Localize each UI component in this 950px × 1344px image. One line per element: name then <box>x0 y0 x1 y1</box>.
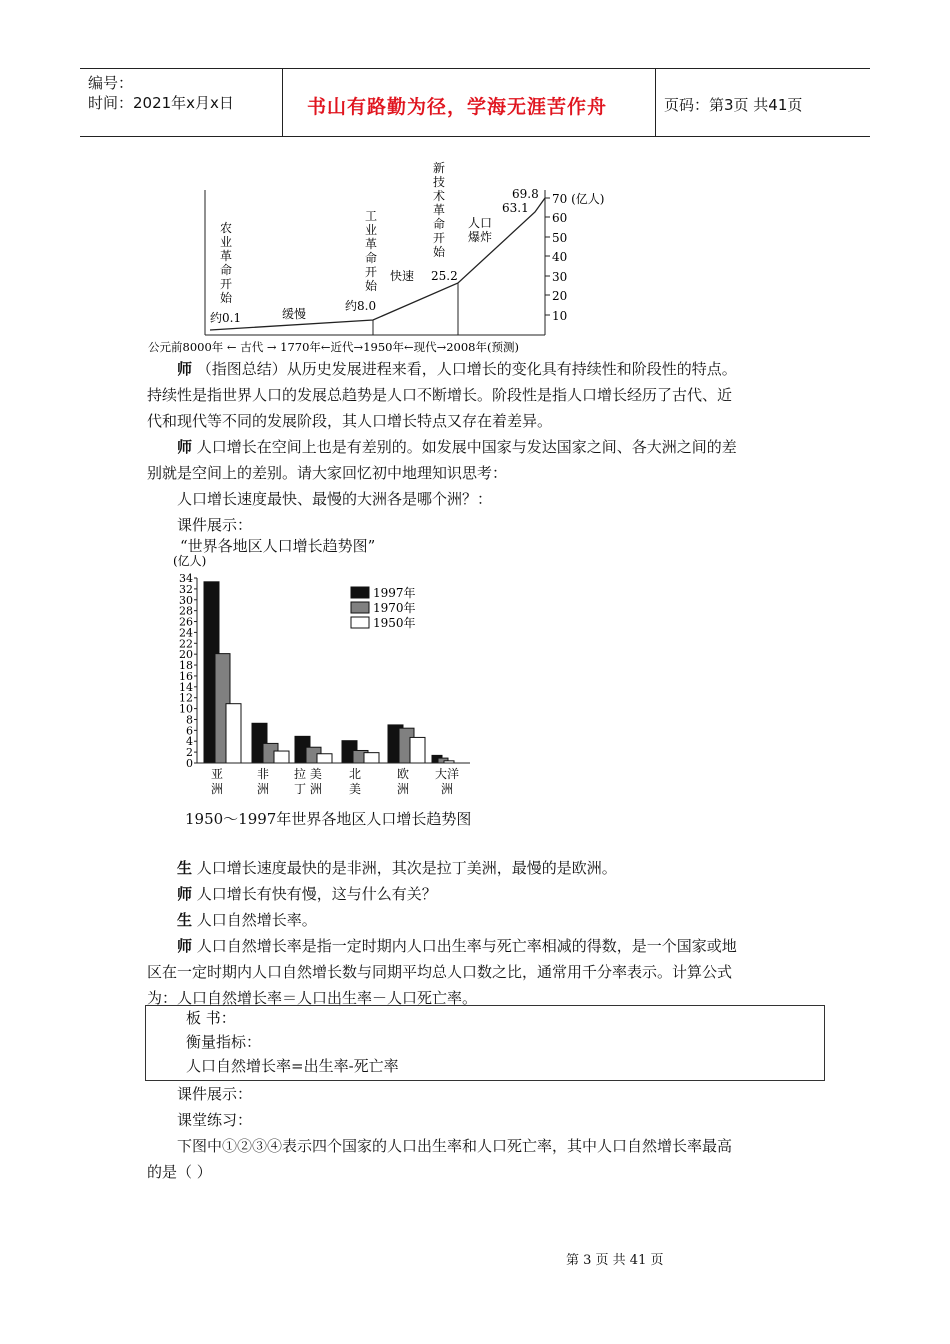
fig1-slow-label: 缓慢 <box>282 307 307 321</box>
svg-text:技: 技 <box>433 175 446 189</box>
board-line: 衡量指标： <box>186 1033 262 1051</box>
fig2-xlabel: 洲 <box>211 782 224 796</box>
header-divider-1 <box>282 68 283 136</box>
svg-text:命: 命 <box>220 263 233 277</box>
fig1-value-label: 25.2 <box>431 269 458 283</box>
bar-1950年-北美 <box>364 753 379 763</box>
fig2-ytick-label: 22 <box>179 637 193 651</box>
paragraph-text: 人口增长在空间上也是有差别的。如发展中国家与发达国家之间、各大洲之间的差 <box>196 438 737 456</box>
fig2-ytick-label: 20 <box>179 648 193 662</box>
svg-text:始: 始 <box>365 279 378 293</box>
svg-text:革: 革 <box>433 203 446 217</box>
fig2-xlabel: 洲 <box>441 782 454 796</box>
courseware-label: 课件展示： <box>177 516 253 534</box>
speaker-teacher: 师 <box>177 438 193 456</box>
fig2-xlabel: 丁 洲 <box>294 782 322 796</box>
region-bar-chart <box>165 550 485 800</box>
fig2-ytick-label: 12 <box>179 691 193 705</box>
svg-text:业: 业 <box>220 235 233 249</box>
exercise-label: 课堂练习： <box>177 1111 253 1129</box>
fig2-bars <box>204 582 454 763</box>
fig2-ytick-label: 24 <box>179 626 193 640</box>
fig2-caption: 1950～1997年世界各地区人口增长趋势图 <box>185 810 472 828</box>
fig1-timeline-label: 公元前8000年 ← 古代 → 1770年←近代→1950年←现代→2008年(预测) <box>148 340 519 354</box>
fig2-legend <box>351 585 416 630</box>
fig2-ytick-label: 18 <box>179 659 193 673</box>
speaker-teacher: 师 <box>177 885 193 903</box>
header-divider-2 <box>655 68 656 136</box>
svg-text:业: 业 <box>365 223 378 237</box>
fig1-ytick: 10 <box>552 309 568 323</box>
page-footer: 第 3 页 共 41 页 <box>566 1253 664 1268</box>
bar-1950年-非洲 <box>274 751 289 763</box>
legend-label: 1970年 <box>373 601 416 615</box>
header-page-info: 页码：第3页 共41页 <box>664 96 803 114</box>
fig2-xlabel: 亚 <box>211 767 224 781</box>
fig1-ytick: 20 <box>552 289 568 303</box>
board-line: 人口自然增长率=出生率-死亡率 <box>186 1057 399 1075</box>
board-title: 板 书： <box>186 1009 236 1027</box>
header-motto: 书山有路勤为径，学海无涯苦作舟 <box>307 96 608 118</box>
svg-text:开: 开 <box>220 277 233 291</box>
speaker-teacher: 师 <box>177 360 193 378</box>
svg-text:工: 工 <box>365 209 378 223</box>
paragraph-text: 区在一定时期内人口自然增长数与同期平均总人口数之比，通常用千分率表示。计算公式 <box>147 963 733 981</box>
legend-swatch-1950年 <box>351 617 369 628</box>
question-text: 人口增长速度最快、最慢的大洲各是哪个洲？： <box>177 490 493 508</box>
paragraph-text: 为：人口自然增长率＝人口出生率－人口死亡率。 <box>147 989 478 1007</box>
paragraph-text: （指图总结）从历史发展进程来看，人口增长的变化具有持续性和阶段性的特点。 <box>196 360 737 378</box>
fig2-ytick-label: 10 <box>179 702 193 716</box>
fig1-industrial-label <box>365 209 378 293</box>
fig2-ytick-label: 0 <box>186 757 193 770</box>
header-top-rule <box>80 68 870 69</box>
exercise-block <box>147 1081 827 1185</box>
fig1-ytick: 30 <box>552 270 568 284</box>
fig2-yticks <box>179 572 197 770</box>
fig2-ytick-label: 26 <box>179 615 193 629</box>
fig1-ytick: 50 <box>552 231 568 245</box>
svg-text:农: 农 <box>220 221 233 235</box>
fig1-yticks <box>545 192 604 323</box>
fig1-value-label: 约0.1 <box>210 311 242 325</box>
fig2-xlabel: 欧 <box>397 767 410 781</box>
fig2-ytick-label: 28 <box>179 604 193 618</box>
paragraph-text: 人口增长速度最快的是非洲，其次是拉丁美洲，最慢的是欧洲。 <box>196 859 617 877</box>
courseware-label: 课件展示： <box>177 1085 253 1103</box>
fig2-ytick-label: 8 <box>186 713 193 727</box>
fig1-axis-unit: 70 (亿人) <box>552 192 605 206</box>
bar-1950年-欧洲 <box>410 737 425 763</box>
board-notes-box <box>145 1005 825 1081</box>
fig1-ytick: 60 <box>552 211 568 225</box>
legend-label: 1997年 <box>373 586 416 600</box>
fig1-explosion-label-1: 人口 <box>468 216 493 230</box>
legend-swatch-1997年 <box>351 587 369 598</box>
fig1-population-curve <box>210 198 545 330</box>
svg-text:革: 革 <box>365 237 378 251</box>
bar-1950年-拉丁美洲 <box>317 754 332 763</box>
fig2-ytick-label: 16 <box>179 669 193 683</box>
fig2-xlabels <box>211 766 459 796</box>
fig2-xlabel: 大洋 <box>435 767 460 781</box>
fig2-xlabel: 北 <box>349 767 362 781</box>
dialogue-block <box>147 855 827 1011</box>
fig2-ytick-label: 6 <box>186 724 193 738</box>
svg-text:开: 开 <box>433 231 446 245</box>
question-text: 下图中①②③④表示四个国家的人口出生率和人口死亡率，其中人口自然增长率最高 <box>177 1137 733 1155</box>
svg-text:始: 始 <box>220 291 233 305</box>
fig2-ytick-label: 2 <box>186 746 193 760</box>
fig2-unit-label: (亿人) <box>173 554 207 568</box>
fig2-ytick-label: 34 <box>179 572 193 585</box>
svg-text:术: 术 <box>433 189 446 203</box>
legend-swatch-1970年 <box>351 602 369 613</box>
paragraph-text: 代和现代等不同的发展阶段，其人口增长特点又存在着差异。 <box>147 412 553 430</box>
svg-text:命: 命 <box>433 217 446 231</box>
header-time-label: 时间：2021年x月x日 <box>88 94 234 112</box>
fig2-xlabel: 洲 <box>257 782 270 796</box>
header-number-label: 编号： <box>88 74 134 92</box>
svg-text:新: 新 <box>433 161 446 175</box>
paragraph-text: 人口自然增长率。 <box>196 911 317 929</box>
svg-text:命: 命 <box>365 251 378 265</box>
fig1-value-label: 69.8 <box>512 187 539 201</box>
speaker-student: 生 <box>177 911 193 929</box>
fig1-ytick: 40 <box>552 250 568 264</box>
fig1-value-label: 63.1 <box>502 201 529 215</box>
fig1-value-label: 约8.0 <box>345 299 377 313</box>
paragraph-text: 别就是空间上的差别。请大家回忆初中地理知识思考： <box>147 464 508 482</box>
fig1-newtech-label <box>433 161 446 259</box>
bar-1950年-亚洲 <box>226 704 241 763</box>
paragraph-text: 人口增长有快有慢，这与什么有关？ <box>196 885 437 903</box>
fig2-ytick-label: 32 <box>179 582 193 596</box>
fig2-xlabel: 非 <box>257 767 270 781</box>
fig2-ytick-label: 30 <box>179 593 193 607</box>
fig2-ytick-label: 14 <box>179 680 193 694</box>
fig2-xlabel: 洲 <box>397 782 410 796</box>
svg-text:始: 始 <box>433 245 446 259</box>
svg-text:开: 开 <box>365 265 378 279</box>
svg-text:革: 革 <box>220 249 233 263</box>
paragraph-text: 持续性是指世界人口的发展总趋势是人口不断增长。阶段性是指人口增长经历了古代、近 <box>147 386 733 404</box>
paragraph-spatial <box>147 434 827 538</box>
fig2-ytick-label: 4 <box>186 735 193 749</box>
speaker-student: 生 <box>177 859 193 877</box>
population-history-figure <box>148 150 660 365</box>
chart-quote-title: “世界各地区人口增长趋势图” <box>180 537 376 555</box>
fig1-agri-label <box>220 221 233 305</box>
paragraph-summary <box>147 356 827 434</box>
fig2-xlabel: 拉 美 <box>294 767 322 781</box>
speaker-teacher: 师 <box>177 937 193 955</box>
paragraph-text: 人口自然增长率是指一定时期内人口出生率与死亡率相减的得数，是一个国家或地 <box>196 937 737 955</box>
legend-label: 1950年 <box>373 616 416 630</box>
fig1-explosion-label-2: 爆炸 <box>468 230 493 244</box>
fig1-fast-label: 快速 <box>390 269 415 283</box>
header-bottom-rule <box>80 136 870 137</box>
fig2-xlabel: 美 <box>349 782 362 796</box>
question-text: 的是（ ） <box>147 1163 212 1181</box>
